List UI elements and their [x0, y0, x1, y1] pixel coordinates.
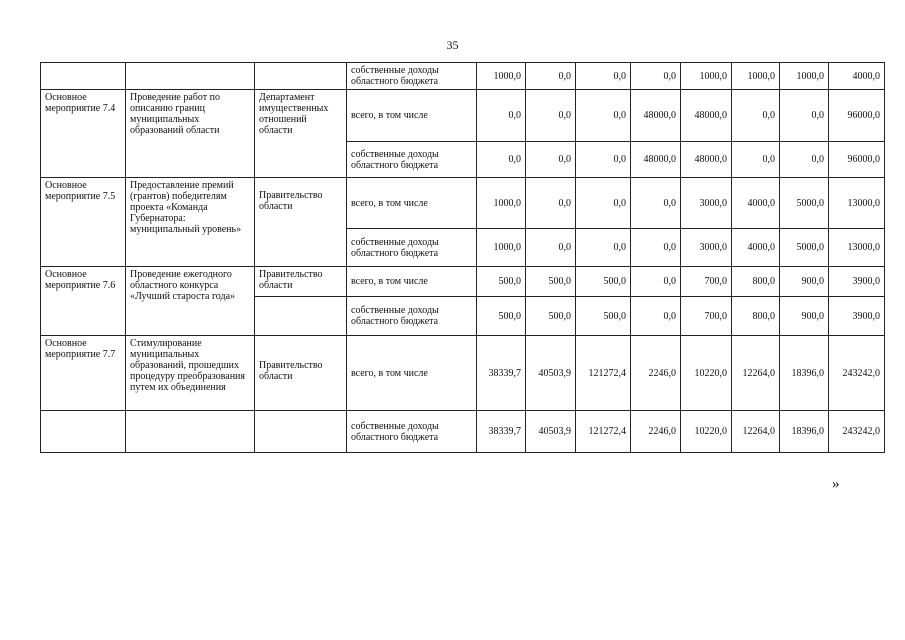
- value-cell: 0,0: [732, 90, 780, 142]
- value-cell: 5000,0: [780, 229, 829, 267]
- value-cell: 0,0: [526, 63, 576, 90]
- value-cell: 4000,0: [829, 63, 885, 90]
- value-cell: 1000,0: [681, 63, 732, 90]
- value-cell: 3000,0: [681, 178, 732, 229]
- indicator-cell: собственные доходы областного бюджета: [347, 142, 477, 178]
- indicator-cell: всего, в том числе: [347, 267, 477, 297]
- value-cell: 500,0: [477, 297, 526, 336]
- value-cell: 12264,0: [732, 336, 780, 411]
- table-row: [41, 63, 885, 90]
- description-cell: Предоставление премий (грантов) победителям проекта «Команда Губернатора: муниципальный уровень»: [126, 178, 255, 267]
- value-cell: 18396,0: [780, 411, 829, 453]
- responsible-cell: [255, 63, 347, 90]
- indicator-cell: собственные доходы областного бюджета: [347, 63, 477, 90]
- description-cell: Стимулирование муниципальных образований, прошедших процедуру преобразования путем их объединения: [126, 336, 255, 411]
- table-row: [41, 336, 885, 411]
- value-cell: 0,0: [576, 63, 631, 90]
- page-number: 35: [446, 38, 459, 52]
- event-cell: [41, 63, 126, 90]
- value-cell: 48000,0: [681, 142, 732, 178]
- description-cell: [126, 63, 255, 90]
- value-cell: 0,0: [732, 142, 780, 178]
- value-cell: 900,0: [780, 297, 829, 336]
- event-cell: [41, 411, 126, 453]
- value-cell: 243242,0: [829, 336, 885, 411]
- value-cell: 38339,7: [477, 336, 526, 411]
- event-cell: Основное мероприятие 7.6: [41, 267, 126, 336]
- value-cell: 800,0: [732, 297, 780, 336]
- responsible-cell: Правительство области: [255, 336, 347, 411]
- value-cell: 0,0: [526, 142, 576, 178]
- value-cell: 700,0: [681, 297, 732, 336]
- value-cell: 3900,0: [829, 297, 885, 336]
- event-cell: Основное мероприятие 7.5: [41, 178, 126, 267]
- table-row: [41, 267, 885, 297]
- value-cell: 0,0: [631, 267, 681, 297]
- value-cell: 0,0: [576, 229, 631, 267]
- table-row: [41, 411, 885, 453]
- value-cell: 18396,0: [780, 336, 829, 411]
- value-cell: 1000,0: [780, 63, 829, 90]
- value-cell: 0,0: [780, 142, 829, 178]
- value-cell: 0,0: [526, 229, 576, 267]
- value-cell: 2246,0: [631, 336, 681, 411]
- value-cell: 96000,0: [829, 142, 885, 178]
- value-cell: 500,0: [477, 267, 526, 297]
- budget-table: [40, 62, 885, 453]
- description-cell: [126, 411, 255, 453]
- value-cell: 1000,0: [477, 229, 526, 267]
- value-cell: 4000,0: [732, 229, 780, 267]
- value-cell: 500,0: [526, 297, 576, 336]
- value-cell: 0,0: [780, 90, 829, 142]
- value-cell: 2246,0: [631, 411, 681, 453]
- value-cell: 4000,0: [732, 178, 780, 229]
- value-cell: 5000,0: [780, 178, 829, 229]
- value-cell: 500,0: [526, 267, 576, 297]
- value-cell: 12264,0: [732, 411, 780, 453]
- value-cell: 800,0: [732, 267, 780, 297]
- value-cell: 700,0: [681, 267, 732, 297]
- value-cell: 48000,0: [631, 142, 681, 178]
- value-cell: 121272,4: [576, 411, 631, 453]
- description-cell: Проведение работ по описанию границ муниципальных образований области: [126, 90, 255, 178]
- responsible-cell: [255, 411, 347, 453]
- value-cell: 48000,0: [681, 90, 732, 142]
- event-cell: Основное мероприятие 7.7: [41, 336, 126, 411]
- value-cell: 0,0: [477, 142, 526, 178]
- value-cell: 500,0: [576, 297, 631, 336]
- value-cell: 0,0: [477, 90, 526, 142]
- responsible-cell: Правительство области: [255, 267, 347, 297]
- value-cell: 13000,0: [829, 178, 885, 229]
- value-cell: 500,0: [576, 267, 631, 297]
- value-cell: 121272,4: [576, 336, 631, 411]
- value-cell: 0,0: [631, 63, 681, 90]
- indicator-cell: собственные доходы областного бюджета: [347, 229, 477, 267]
- value-cell: 10220,0: [681, 336, 732, 411]
- event-cell: Основное мероприятие 7.4: [41, 90, 126, 178]
- description-cell: Проведение ежегодного областного конкурса «Лучший староста года»: [126, 267, 255, 336]
- value-cell: 0,0: [526, 90, 576, 142]
- value-cell: 1000,0: [477, 63, 526, 90]
- value-cell: 0,0: [631, 229, 681, 267]
- responsible-cell: Правительство области: [255, 178, 347, 267]
- indicator-cell: всего, в том числе: [347, 336, 477, 411]
- value-cell: 13000,0: [829, 229, 885, 267]
- indicator-cell: собственные доходы областного бюджета: [347, 411, 477, 453]
- value-cell: 48000,0: [631, 90, 681, 142]
- value-cell: 0,0: [576, 90, 631, 142]
- value-cell: 0,0: [576, 178, 631, 229]
- value-cell: 3900,0: [829, 267, 885, 297]
- indicator-cell: всего, в том числе: [347, 178, 477, 229]
- value-cell: 0,0: [631, 297, 681, 336]
- value-cell: 0,0: [631, 178, 681, 229]
- value-cell: 96000,0: [829, 90, 885, 142]
- value-cell: 243242,0: [829, 411, 885, 453]
- value-cell: 40503,9: [526, 411, 576, 453]
- value-cell: 900,0: [780, 267, 829, 297]
- table-row: [41, 90, 885, 142]
- value-cell: 0,0: [576, 142, 631, 178]
- table-row: [41, 178, 885, 229]
- indicator-cell: всего, в том числе: [347, 90, 477, 142]
- value-cell: 3000,0: [681, 229, 732, 267]
- value-cell: 0,0: [526, 178, 576, 229]
- responsible-cell-empty: [255, 297, 347, 336]
- value-cell: 38339,7: [477, 411, 526, 453]
- value-cell: 10220,0: [681, 411, 732, 453]
- responsible-cell: Департамент имущественных отношений области: [255, 90, 347, 178]
- indicator-cell: собственные доходы областного бюджета: [347, 297, 477, 336]
- value-cell: 1000,0: [732, 63, 780, 90]
- value-cell: 40503,9: [526, 336, 576, 411]
- value-cell: 1000,0: [477, 178, 526, 229]
- closing-quote-mark: »: [832, 476, 840, 492]
